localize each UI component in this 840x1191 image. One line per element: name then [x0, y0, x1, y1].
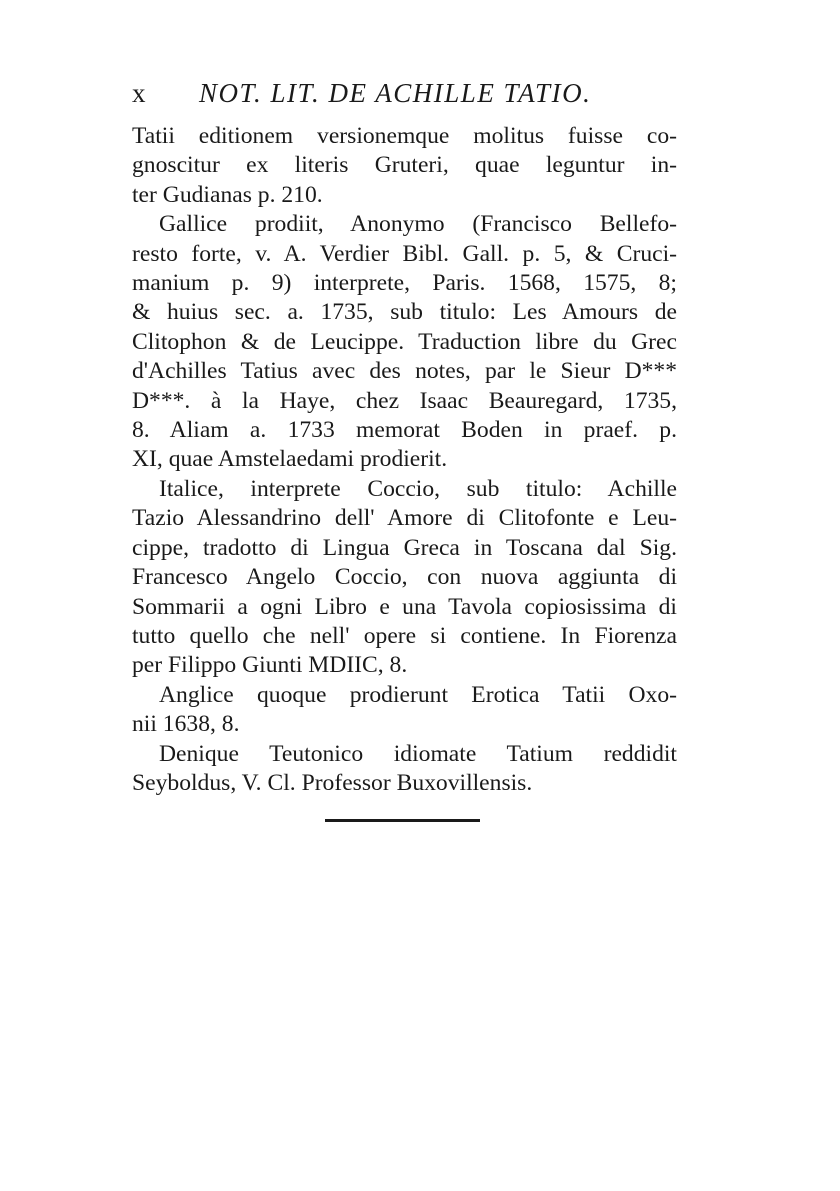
text-line: D***. à la Haye, chez Isaac Beauregard, 1735,	[132, 387, 677, 414]
paragraph	[132, 740, 677, 799]
text-line: cippe, tradotto di Lingua Greca in Toscana dal Sig.	[132, 534, 677, 561]
text-line: d'Achilles Tatius avec des notes, par le Sieur D***	[132, 358, 677, 385]
text-line: 8. Aliam a. 1733 memorat Boden in praef. p.	[132, 417, 677, 444]
text-line: ter Gudianas p. 210.	[132, 181, 323, 208]
text-line: tutto quello che nell' opere si contiene. In Fiorenza	[132, 622, 677, 649]
body-text	[132, 122, 677, 798]
text-line: Seyboldus, V. Cl. Professor Buxovillensis.	[132, 769, 533, 796]
page	[132, 78, 677, 798]
paragraph	[132, 122, 677, 210]
running-head	[132, 78, 677, 122]
text-line: Clitophon & de Leucippe. Traduction libre du Grec	[132, 328, 677, 355]
text-line: per Filippo Giunti MDIIC, 8.	[132, 652, 408, 679]
text-line: Tatii editionem versionemque molitus fuisse co-	[132, 123, 677, 149]
text-line: Anglice quoque prodierunt Erotica Tatii Oxo-	[159, 681, 677, 708]
text-line: XI, quae Amstelaedami prodierit.	[132, 446, 448, 473]
text-line: gnoscitur ex literis Gruteri, quae leguntur in-	[132, 152, 677, 179]
paragraph	[132, 681, 677, 740]
text-line: Denique Teutonico idiomate Tatium reddidit	[159, 740, 677, 767]
text-line: manium p. 9) interprete, Paris. 1568, 1575, 8;	[132, 270, 677, 297]
section-end-rule	[325, 819, 480, 822]
text-line: resto forte, v. A. Verdier Bibl. Gall. p. 5, & Cruci-	[132, 240, 677, 267]
text-line: Tazio Alessandrino dell' Amore di Clitofonte e Leu-	[132, 505, 677, 532]
text-line: nii 1638, 8.	[132, 711, 240, 738]
text-line: Francesco Angelo Coccio, con nuova aggiunta di	[132, 564, 677, 591]
text-line: Italice, interprete Coccio, sub titulo: Achille	[159, 475, 677, 502]
paragraph	[132, 475, 677, 681]
text-line: Sommarii a ogni Libro e una Tavola copiosissima di	[132, 593, 677, 620]
text-line: & huius sec. a. 1735, sub titulo: Les Amours de	[132, 299, 677, 326]
text-line: Gallice prodiit, Anonymo (Francisco Bellefo-	[159, 211, 677, 238]
paragraph	[132, 210, 677, 475]
running-title: NOT. LIT. DE ACHILLE TATIO.	[199, 78, 592, 108]
page-number: x	[132, 78, 147, 108]
